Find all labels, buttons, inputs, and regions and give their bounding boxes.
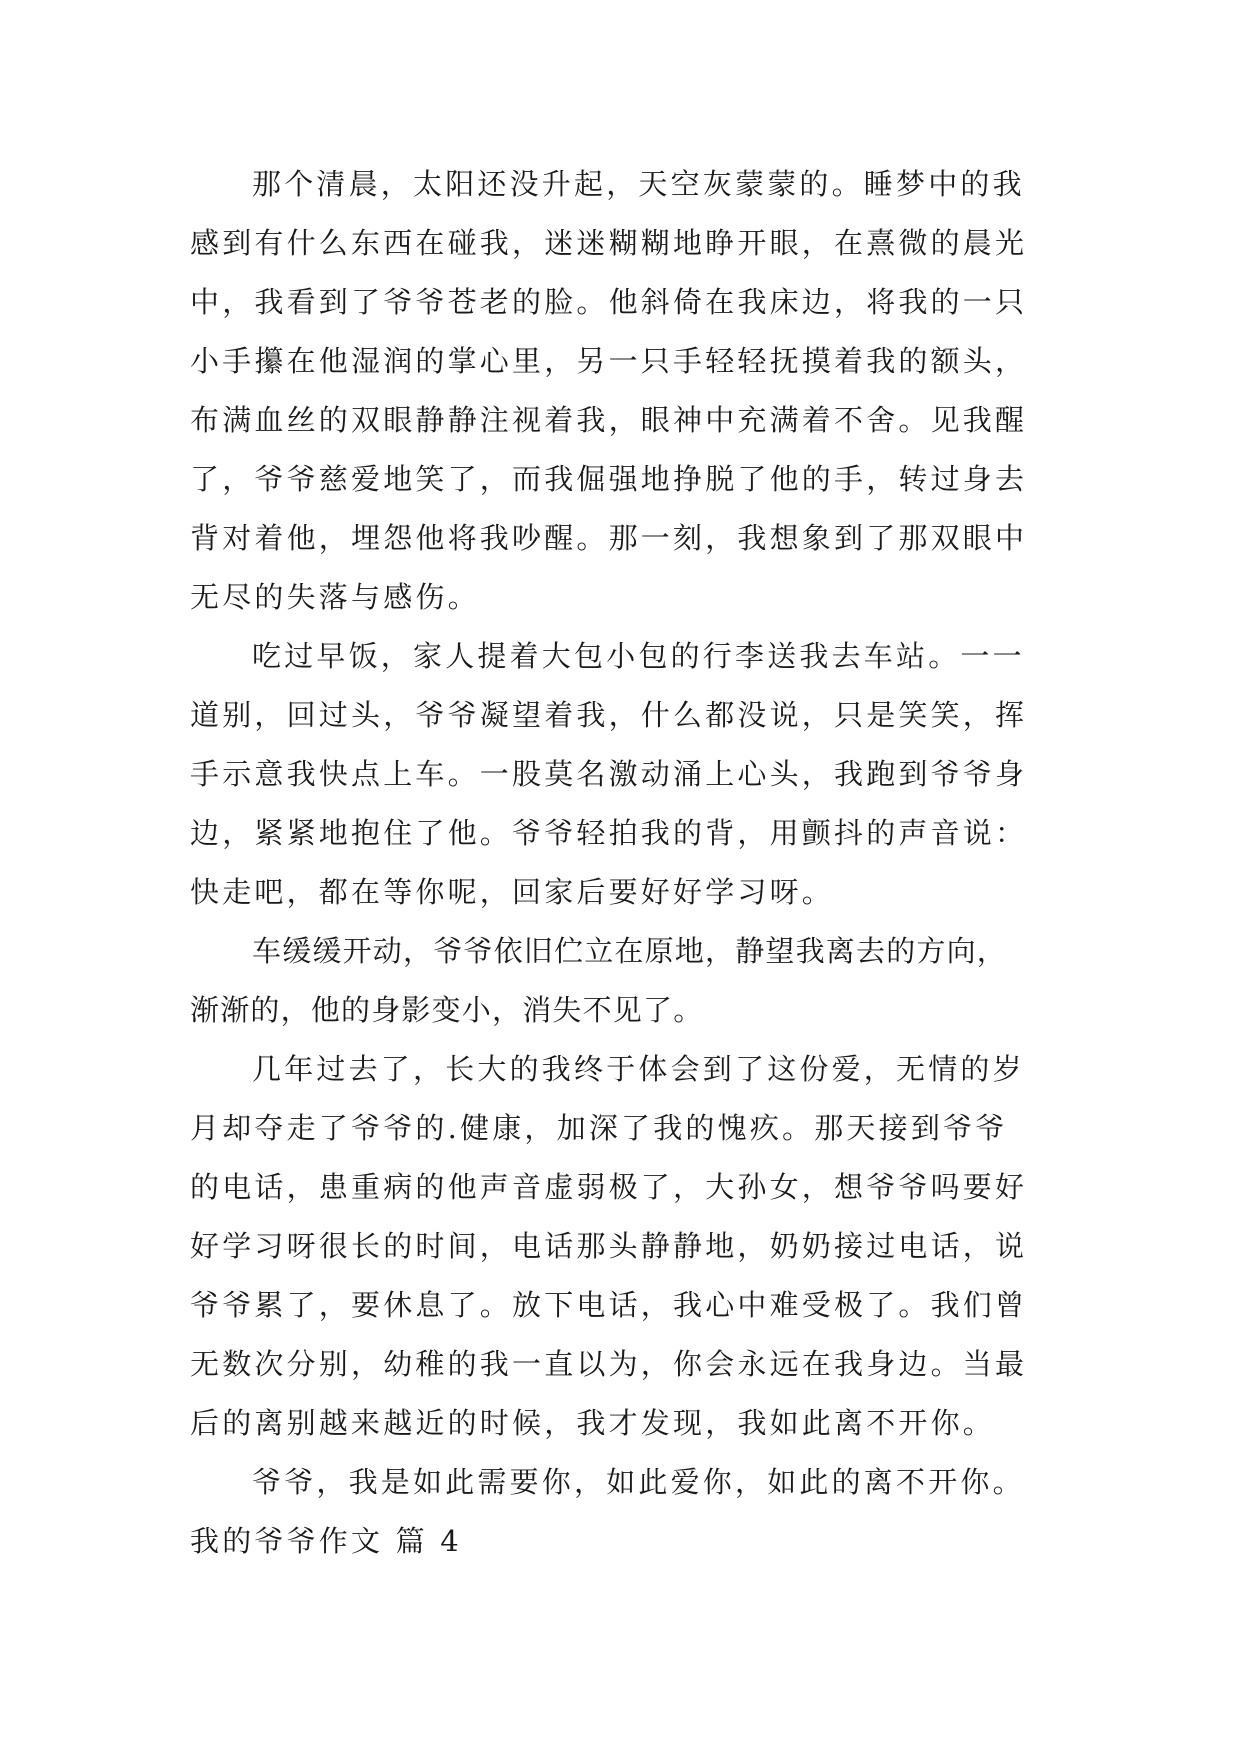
paragraph-4-line-1: 几年过去了，长大的我终于体会到了这份爱，无情的岁 [252,1052,1025,1086]
paragraph-2-line-2: 道别，回过头，爷爷凝望着我，什么都没说，只是笑笑，挥 [190,698,1028,732]
paragraph-4-line-5: 爷爷累了，要休息了。放下电话，我心中难受极了。我们曾 [190,1288,1028,1322]
paragraph-4-line-2: 月却夺走了爷爷的.健康，加深了我的愧疚。那天接到爷爷 [190,1111,1008,1145]
paragraph-2-line-3: 手示意我快点上车。一股莫名激动涌上心头，我跑到爷爷身 [190,757,1028,791]
paragraph-1-line-3: 中，我看到了爷爷苍老的脸。他斜倚在我床边，将我的一只 [190,285,1028,319]
paragraph-2-line-4: 边，紧紧地抱住了他。爷爷轻拍我的背，用颤抖的声音说： [190,816,1028,850]
essay-body [190,155,1050,1571]
paragraph-4-line-6: 无数次分别，幼稚的我一直以为，你会永远在我身边。当最 [190,1347,1028,1381]
paragraph-1-line-2: 感到有什么东西在碰我，迷迷糊糊地睁开眼，在熹微的晨光 [190,226,1028,260]
paragraph-2-line-5: 快走吧，都在等你呢，回家后要好好学习呀。 [190,875,835,909]
paragraph-2-line-1: 吃过早饭，家人提着大包小包的行李送我去车站。一一 [252,639,1025,673]
paragraph-3-line-1: 车缓缓开动，爷爷依旧伫立在原地，静望我离去的方向， [252,934,1008,968]
paragraph-1-line-4: 小手攥在他湿润的掌心里，另一只手轻轻抚摸着我的额头， [190,344,1028,378]
paragraph-1-line-7: 背对着他，埋怨他将我吵醒。那一刻，我想象到了那双眼中 [190,521,1028,555]
paragraph-1-line-5: 布满血丝的双眼静静注视着我，眼神中充满着不舍。见我醒 [190,403,1028,437]
paragraph-5-line-1: 爷爷，我是如此需要你，如此爱你，如此的离不开你。 [252,1465,1025,1499]
paragraph-3-line-2: 渐渐的，他的身影变小，消失不见了。 [190,993,704,1027]
paragraph-4-line-3: 的电话，患重病的他声音虚弱极了，大孙女，想爷爷吗要好 [190,1170,1028,1204]
section-heading: 我的爷爷作文 篇 4 [190,1524,462,1558]
paragraph-4-line-4: 好学习呀很长的时间，电话那头静静地，奶奶接过电话，说 [190,1229,1028,1263]
paragraph-1-line-1: 那个清晨，太阳还没升起，天空灰蒙蒙的。睡梦中的我 [252,167,1025,201]
paragraph-1-line-8: 无尽的失落与感伤。 [190,580,480,614]
paragraph-4-line-7: 后的离别越来越近的时候，我才发现，我如此离不开你。 [190,1406,996,1440]
paragraph-1-line-6: 了，爷爷慈爱地笑了，而我倔强地挣脱了他的手，转过身去 [190,462,1028,496]
